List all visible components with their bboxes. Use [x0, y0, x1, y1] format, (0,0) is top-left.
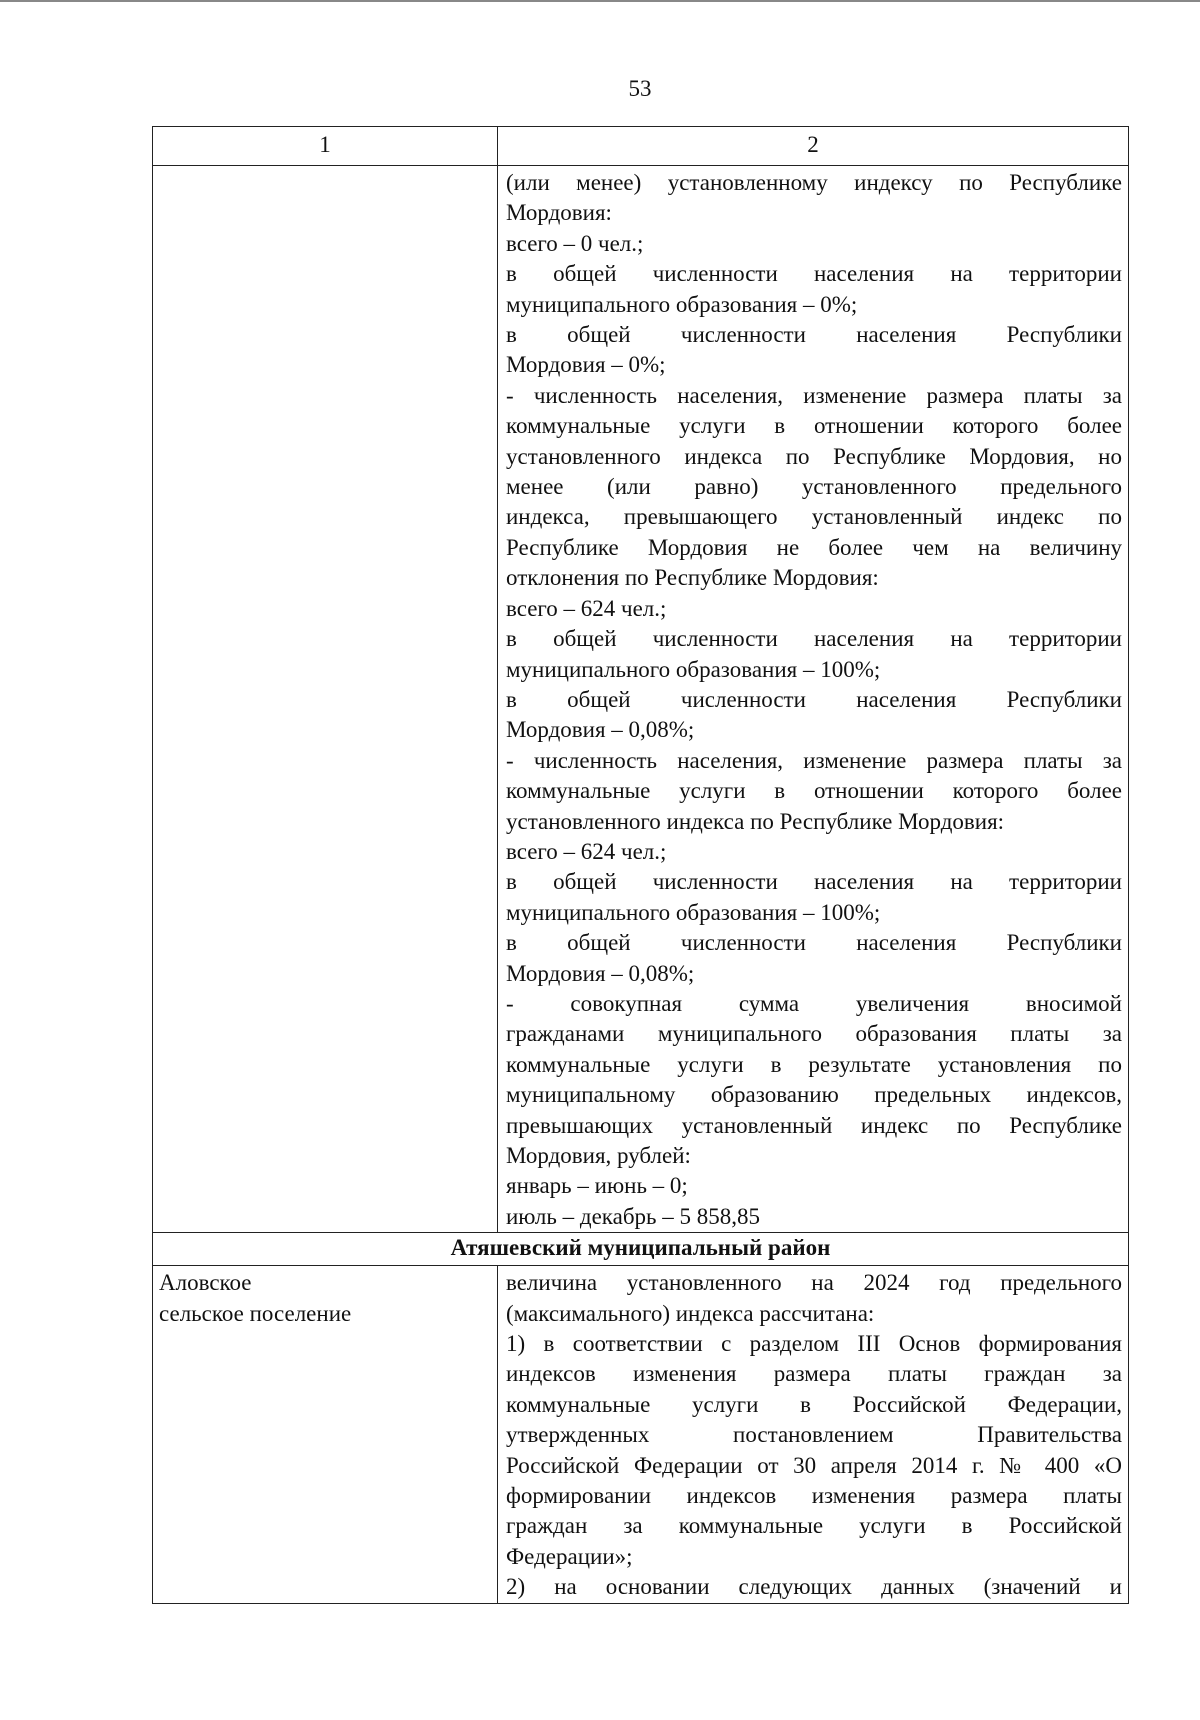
text-line: коммунальные услуги в Российской Федерации,	[506, 1391, 1122, 1417]
text-line: муниципального образования – 0%;	[506, 291, 858, 317]
text-line: муниципального образования – 100%;	[506, 656, 881, 682]
text-line: коммунальные услуги в результате установления по	[506, 1051, 1122, 1077]
text-line: муниципального образования – 100%;	[506, 899, 881, 925]
text-line: (или менее) установленному индексу по Республике	[506, 170, 1122, 195]
text-line: граждан за коммунальные услуги в Российской	[506, 1513, 1122, 1539]
text-line: отклонения по Республике Мордовия:	[506, 565, 879, 591]
text-line: (максимального) индекса рассчитана:	[506, 1300, 875, 1326]
text-line: установленного индекса по Республике Мордовия:	[506, 808, 1005, 834]
text-line: - численность населения, изменение размера платы за	[506, 747, 1122, 773]
text-line: Мордовия – 0,08%;	[506, 960, 695, 986]
text-line: 2) на основании следующих данных (значений и	[506, 1574, 1122, 1600]
text-line: 1) в соответствии с разделом III Основ формирования	[506, 1331, 1122, 1357]
text-line: индексов изменения размера платы граждан за	[506, 1361, 1122, 1387]
column-2-header: 2	[498, 127, 1129, 166]
row1-col2-text	[498, 166, 1128, 1232]
row2-col1-cell	[153, 1266, 498, 1603]
text-line: - численность населения, изменение размера платы за	[506, 382, 1122, 408]
text-line: величина установленного на 2024 год предельного	[506, 1270, 1122, 1296]
text-line: гражданами муниципального образования платы за	[506, 1021, 1122, 1047]
text-line: в общей численности населения Республики	[506, 930, 1122, 956]
text-line: в общей численности населения на территории	[506, 869, 1122, 895]
text-line: формировании индексов изменения размера платы	[506, 1483, 1122, 1509]
text-line: установленного индекса по Республике Мордовия, но	[506, 443, 1122, 469]
row1-col1-cell	[153, 166, 498, 1233]
text-line: утвержденных постановлением Правительства	[506, 1422, 1122, 1448]
table-row	[153, 1266, 1129, 1603]
table-row	[153, 166, 1129, 1233]
document-table	[152, 126, 1129, 1604]
text-line: индекса, превышающего установленный индекс по	[506, 504, 1122, 530]
row2-col2-text	[498, 1266, 1128, 1602]
text-line: Мордовия:	[506, 200, 612, 226]
text-line: Российской Федерации от 30 апреля 2014 г. № 400 «О	[506, 1452, 1122, 1478]
text-line: - совокупная сумма увеличения вносимой	[506, 990, 1122, 1016]
text-line: менее (или равно) установленного предельного	[506, 474, 1122, 500]
text-line: муниципальному образованию предельных индексов,	[506, 1082, 1122, 1108]
row1-col2-cell	[498, 166, 1129, 1233]
text-line: в общей численности населения на территории	[506, 626, 1122, 652]
text-line: в общей численности населения Республики	[506, 322, 1122, 348]
settlement-name-line: Аловское	[159, 1270, 252, 1296]
district-heading: Атяшевский муниципальный район	[153, 1233, 1129, 1266]
table-header-row	[153, 127, 1129, 166]
district-row	[153, 1233, 1129, 1266]
text-line: коммунальные услуги в отношении которого более	[506, 778, 1122, 804]
text-line: январь – июнь – 0;	[506, 1173, 688, 1199]
row2-col1-text	[153, 1266, 497, 1329]
text-line: Мордовия – 0%;	[506, 352, 666, 378]
text-line: всего – 0 чел.;	[506, 230, 644, 256]
settlement-name-line: сельское поселение	[159, 1300, 352, 1326]
row2-col2-cell	[498, 1266, 1129, 1603]
text-line: превышающих установленный индекс по Республике	[506, 1112, 1122, 1138]
text-line: в общей численности населения на территории	[506, 261, 1122, 287]
text-line: коммунальные услуги в отношении которого более	[506, 413, 1122, 439]
text-line: Мордовия, рублей:	[506, 1143, 691, 1168]
text-line: Федерации»;	[506, 1543, 633, 1569]
text-line: всего – 624 чел.;	[506, 595, 667, 621]
top-border-line	[0, 0, 1200, 2]
text-line: июль – декабрь – 5 858,85	[506, 1203, 761, 1229]
text-line: Республике Мордовия не более чем на величину	[506, 534, 1122, 560]
text-line: всего – 624 чел.;	[506, 838, 667, 864]
column-1-header: 1	[153, 127, 498, 166]
text-line: в общей численности населения Республики	[506, 686, 1122, 712]
page-number: 53	[628, 76, 652, 101]
text-line: Мордовия – 0,08%;	[506, 717, 695, 743]
